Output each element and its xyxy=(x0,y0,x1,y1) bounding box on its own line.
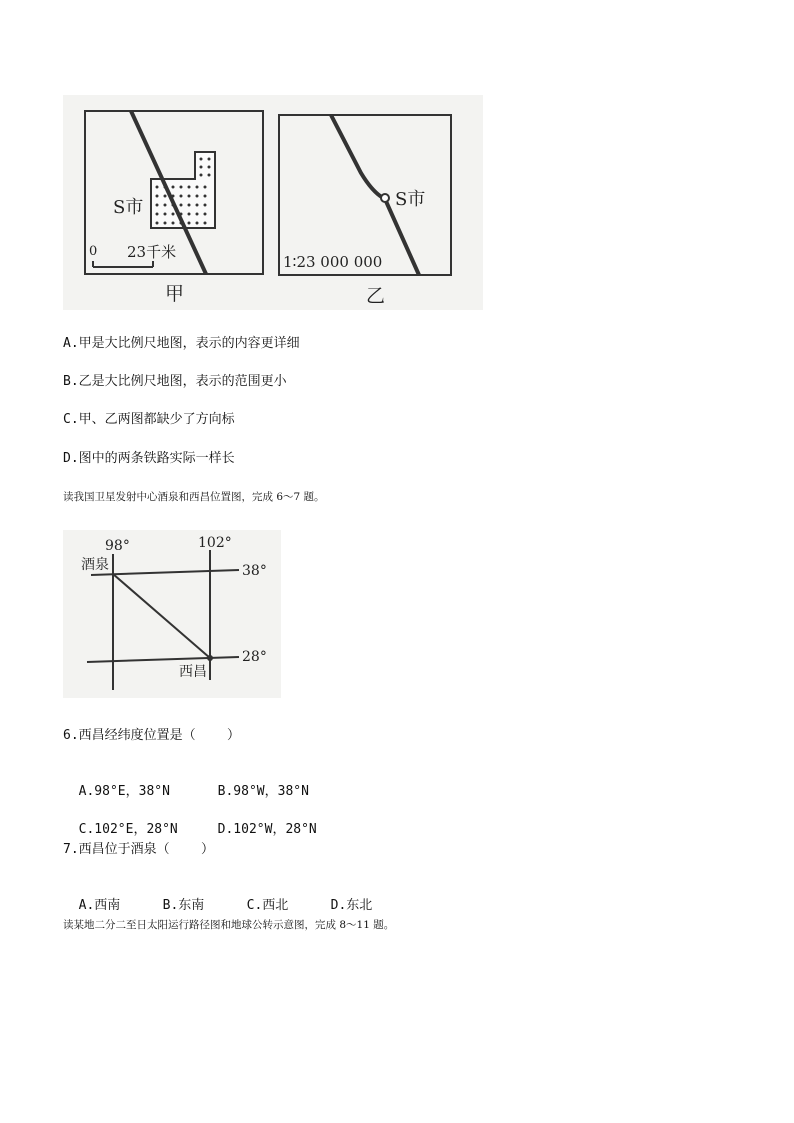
city-s-label-a: S市 xyxy=(113,197,144,218)
q5-option-a: A.甲是大比例尺地图，表示的内容更详细 xyxy=(63,336,300,351)
q7-options-row xyxy=(63,879,372,915)
q5-option-b: B.乙是大比例尺地图，表示的范围更小 xyxy=(63,374,287,389)
label-lat-28: 28° xyxy=(242,649,267,665)
scale-value-label: 23千米 xyxy=(127,243,177,261)
city-s-label-b: S市 xyxy=(395,189,426,210)
scale-comparison-map-figure xyxy=(63,95,483,310)
intro-8-11: 读某地二分二至日太阳运行路径图和地球公转示意图，完成 8～11 题。 xyxy=(63,919,395,931)
q6-option-b: B.98°W，38°N xyxy=(217,784,309,799)
q6-option-c: C.102°E，28°N xyxy=(78,822,178,837)
label-jiuquan: 酒泉 xyxy=(81,557,109,573)
label-lat-38: 38° xyxy=(242,563,267,579)
q5-option-c: C.甲、乙两图都缺少了方向标 xyxy=(63,412,235,427)
q6-option-a: A.98°E，38°N xyxy=(78,784,170,799)
city-s-marker xyxy=(381,194,389,202)
xichang-point xyxy=(207,655,213,661)
caption-a: 甲 xyxy=(165,283,185,305)
jiuquan-xichang-location-figure xyxy=(63,530,281,698)
q6-options-row2 xyxy=(63,803,317,839)
label-lon-102: 102° xyxy=(198,535,232,551)
intro-6-7: 读我国卫星发射中心酒泉和西昌位置图，完成 6～7 题。 xyxy=(63,491,325,503)
q7-option-c: C.西北 xyxy=(246,898,289,913)
q7-option-b: B.东南 xyxy=(162,898,205,913)
label-lon-98: 98° xyxy=(105,538,130,554)
caption-b: 乙 xyxy=(366,285,386,307)
q5-option-d: D.图中的两条铁路实际一样长 xyxy=(63,451,235,466)
scale-zero-label: 0 xyxy=(89,244,98,259)
q6-option-d: D.102°W，28°N xyxy=(217,822,317,837)
q7-stem: 7.西昌位于酒泉（ ） xyxy=(63,842,214,857)
q6-options-row1 xyxy=(63,765,309,801)
label-xichang: 西昌 xyxy=(179,664,207,680)
q6-stem: 6.西昌经纬度位置是（ ） xyxy=(63,728,240,743)
q7-option-d: D.东北 xyxy=(330,898,373,913)
q7-option-a: A.西南 xyxy=(78,898,121,913)
scale-ratio-text: 1∶23 000 000 xyxy=(283,253,383,271)
